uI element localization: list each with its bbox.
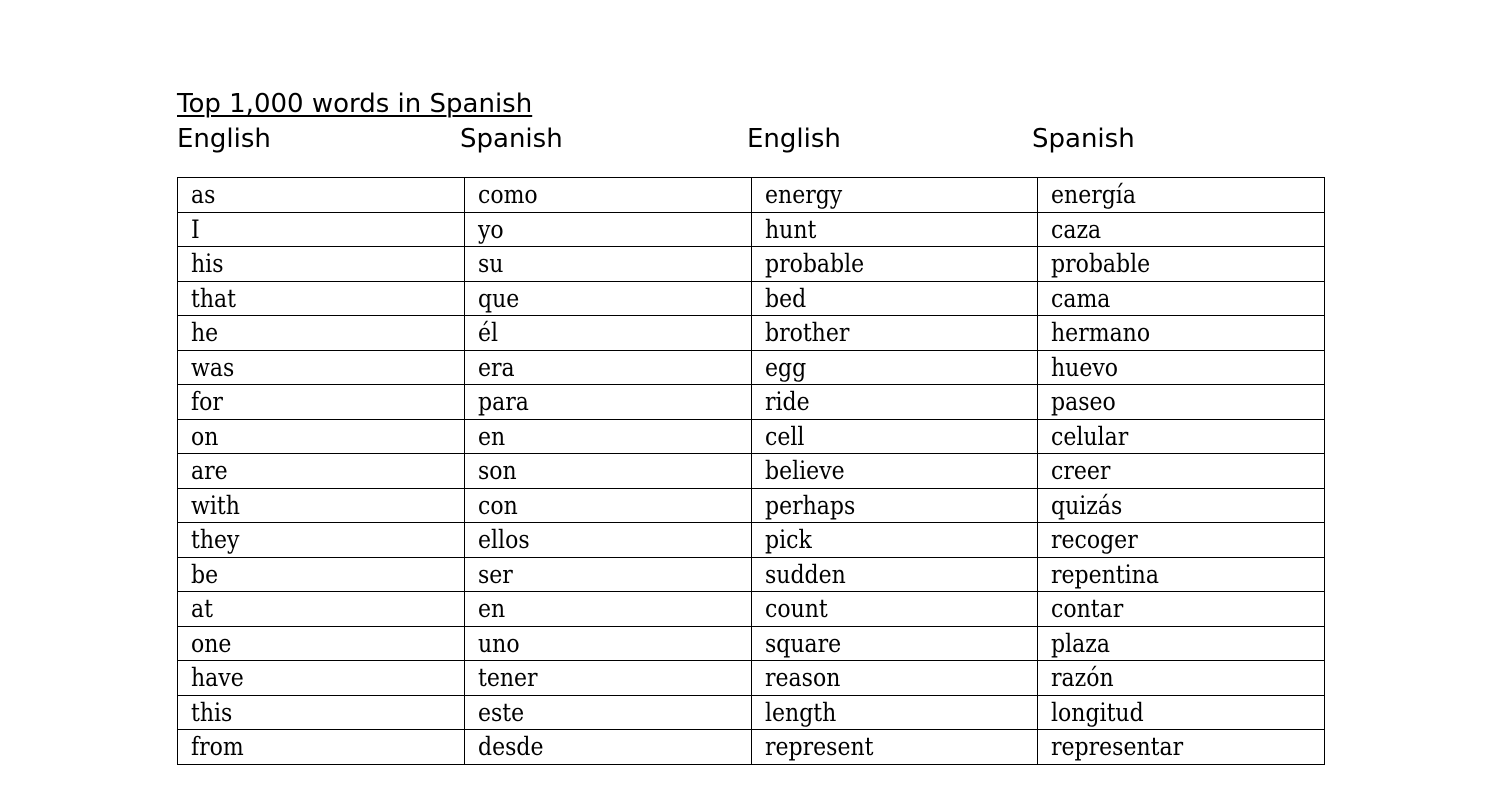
document-title: Top 1,000 words in Spanish xyxy=(177,89,533,119)
table-cell xyxy=(752,695,1038,730)
table-cell xyxy=(1038,661,1325,696)
table-cell xyxy=(465,454,752,489)
spanish-word: creer xyxy=(1051,456,1111,486)
spanish-word: contar xyxy=(1051,594,1124,624)
table-row xyxy=(178,385,1325,420)
spanish-word: este xyxy=(478,697,525,727)
column-headers xyxy=(177,122,1324,156)
spanish-word: ellos xyxy=(478,525,530,555)
spanish-word: con xyxy=(478,490,518,520)
english-word: his xyxy=(191,249,224,279)
spanish-word: en xyxy=(478,421,506,451)
table-cell xyxy=(752,316,1038,351)
table-cell xyxy=(1038,212,1325,247)
table-cell xyxy=(1038,247,1325,282)
table-cell xyxy=(752,661,1038,696)
table-cell xyxy=(178,247,465,282)
table-row xyxy=(178,281,1325,316)
table-cell xyxy=(178,281,465,316)
english-word: brother xyxy=(765,318,850,348)
table-cell xyxy=(178,730,465,765)
table-cell xyxy=(178,316,465,351)
spanish-word: era xyxy=(478,352,515,382)
english-word: on xyxy=(191,421,219,451)
table-cell xyxy=(752,557,1038,592)
english-word: pick xyxy=(765,525,812,555)
table-cell xyxy=(1038,281,1325,316)
spanish-word: como xyxy=(478,180,538,210)
english-word: I xyxy=(191,214,200,244)
english-word: they xyxy=(191,525,240,555)
table-cell xyxy=(1038,316,1325,351)
table-row xyxy=(178,592,1325,627)
english-word: probable xyxy=(765,249,865,279)
table-cell xyxy=(465,316,752,351)
table-row xyxy=(178,316,1325,351)
spanish-word: repentina xyxy=(1051,559,1159,589)
table-cell xyxy=(752,592,1038,627)
table-cell xyxy=(465,419,752,454)
english-word: was xyxy=(191,352,235,382)
table-cell xyxy=(465,178,752,213)
table-cell xyxy=(1038,626,1325,661)
english-word: be xyxy=(191,559,219,589)
table-cell xyxy=(752,626,1038,661)
spanish-word: uno xyxy=(478,628,520,658)
table-row xyxy=(178,178,1325,213)
english-word: one xyxy=(191,628,232,658)
spanish-word: él xyxy=(478,318,499,348)
spanish-word: longitud xyxy=(1051,697,1144,727)
table-cell xyxy=(752,730,1038,765)
english-word: are xyxy=(191,456,228,486)
table-cell xyxy=(1038,385,1325,420)
table-cell xyxy=(465,212,752,247)
table-cell xyxy=(752,385,1038,420)
table-cell xyxy=(752,247,1038,282)
table-cell xyxy=(178,695,465,730)
spanish-word: razón xyxy=(1051,663,1114,693)
table-cell xyxy=(752,454,1038,489)
spanish-word: tener xyxy=(478,663,538,693)
table-cell xyxy=(178,385,465,420)
table-cell xyxy=(752,281,1038,316)
english-word: ride xyxy=(765,387,810,417)
word-table xyxy=(177,177,1325,765)
english-word: cell xyxy=(765,421,805,451)
spanish-word: hermano xyxy=(1051,318,1151,348)
table-cell xyxy=(465,592,752,627)
english-word: egg xyxy=(765,352,807,382)
table-cell xyxy=(178,557,465,592)
english-word: this xyxy=(191,697,233,727)
table-row xyxy=(178,247,1325,282)
english-word: believe xyxy=(765,456,845,486)
english-word: at xyxy=(191,594,213,624)
table-cell xyxy=(178,454,465,489)
table-cell xyxy=(752,212,1038,247)
table-cell xyxy=(1038,419,1325,454)
table-row xyxy=(178,212,1325,247)
table-row xyxy=(178,488,1325,523)
spanish-word: para xyxy=(478,387,529,417)
spanish-word: probable xyxy=(1051,249,1151,279)
table-row xyxy=(178,626,1325,661)
table-cell xyxy=(178,212,465,247)
english-word: from xyxy=(191,732,244,762)
table-row xyxy=(178,557,1325,592)
table-row xyxy=(178,419,1325,454)
table-cell xyxy=(465,281,752,316)
spanish-word: son xyxy=(478,456,517,486)
english-word: represent xyxy=(765,732,874,762)
table-cell xyxy=(752,523,1038,558)
english-word: sudden xyxy=(765,559,846,589)
table-cell xyxy=(1038,178,1325,213)
spanish-word: en xyxy=(478,594,506,624)
spanish-word: recoger xyxy=(1051,525,1138,555)
column-header-spanish-1: Spanish xyxy=(460,124,563,154)
english-word: reason xyxy=(765,663,841,693)
table-cell xyxy=(178,488,465,523)
table-cell xyxy=(178,661,465,696)
table-cell xyxy=(178,626,465,661)
table-cell xyxy=(752,178,1038,213)
table-cell xyxy=(1038,350,1325,385)
table-cell xyxy=(178,350,465,385)
table-cell xyxy=(465,695,752,730)
column-header-english-1: English xyxy=(177,124,271,154)
spanish-word: yo xyxy=(478,214,504,244)
table-cell xyxy=(465,557,752,592)
word-table-body xyxy=(178,178,1325,765)
table-row xyxy=(178,661,1325,696)
english-word: that xyxy=(191,283,236,313)
table-cell xyxy=(465,730,752,765)
english-word: bed xyxy=(765,283,807,313)
table-cell xyxy=(752,350,1038,385)
spanish-word: su xyxy=(478,249,504,279)
table-cell xyxy=(465,626,752,661)
table-cell xyxy=(465,350,752,385)
english-word: square xyxy=(765,628,842,658)
table-cell xyxy=(178,523,465,558)
table-cell xyxy=(465,488,752,523)
table-row xyxy=(178,730,1325,765)
english-word: for xyxy=(191,387,223,417)
table-cell xyxy=(465,385,752,420)
column-header-spanish-2: Spanish xyxy=(1032,124,1135,154)
english-word: he xyxy=(191,318,219,348)
table-cell xyxy=(178,592,465,627)
table-cell xyxy=(465,523,752,558)
english-word: hunt xyxy=(765,214,817,244)
table-cell xyxy=(178,178,465,213)
table-cell xyxy=(1038,695,1325,730)
table-row xyxy=(178,350,1325,385)
spanish-word: ser xyxy=(478,559,513,589)
spanish-word: cama xyxy=(1051,283,1111,313)
spanish-word: representar xyxy=(1051,732,1184,762)
table-cell xyxy=(1038,454,1325,489)
table-cell xyxy=(465,247,752,282)
english-word: perhaps xyxy=(765,490,856,520)
english-word: as xyxy=(191,180,216,210)
table-cell xyxy=(465,661,752,696)
table-row xyxy=(178,523,1325,558)
english-word: have xyxy=(191,663,244,693)
spanish-word: que xyxy=(478,283,520,313)
english-word: with xyxy=(191,490,240,520)
spanish-word: caza xyxy=(1051,214,1102,244)
column-header-english-2: English xyxy=(747,124,841,154)
table-cell xyxy=(752,488,1038,523)
table-cell xyxy=(1038,730,1325,765)
spanish-word: quizás xyxy=(1051,490,1123,520)
table-cell xyxy=(1038,557,1325,592)
table-row xyxy=(178,454,1325,489)
spanish-word: huevo xyxy=(1051,352,1119,382)
english-word: length xyxy=(765,697,837,727)
spanish-word: energía xyxy=(1051,180,1136,210)
table-cell xyxy=(1038,488,1325,523)
table-row xyxy=(178,695,1325,730)
spanish-word: plaza xyxy=(1051,628,1110,658)
english-word: count xyxy=(765,594,828,624)
table-cell xyxy=(1038,592,1325,627)
table-cell xyxy=(752,419,1038,454)
spanish-word: desde xyxy=(478,732,544,762)
english-word: energy xyxy=(765,180,843,210)
spanish-word: paseo xyxy=(1051,387,1116,417)
spanish-word: celular xyxy=(1051,421,1129,451)
table-cell xyxy=(1038,523,1325,558)
table-cell xyxy=(178,419,465,454)
